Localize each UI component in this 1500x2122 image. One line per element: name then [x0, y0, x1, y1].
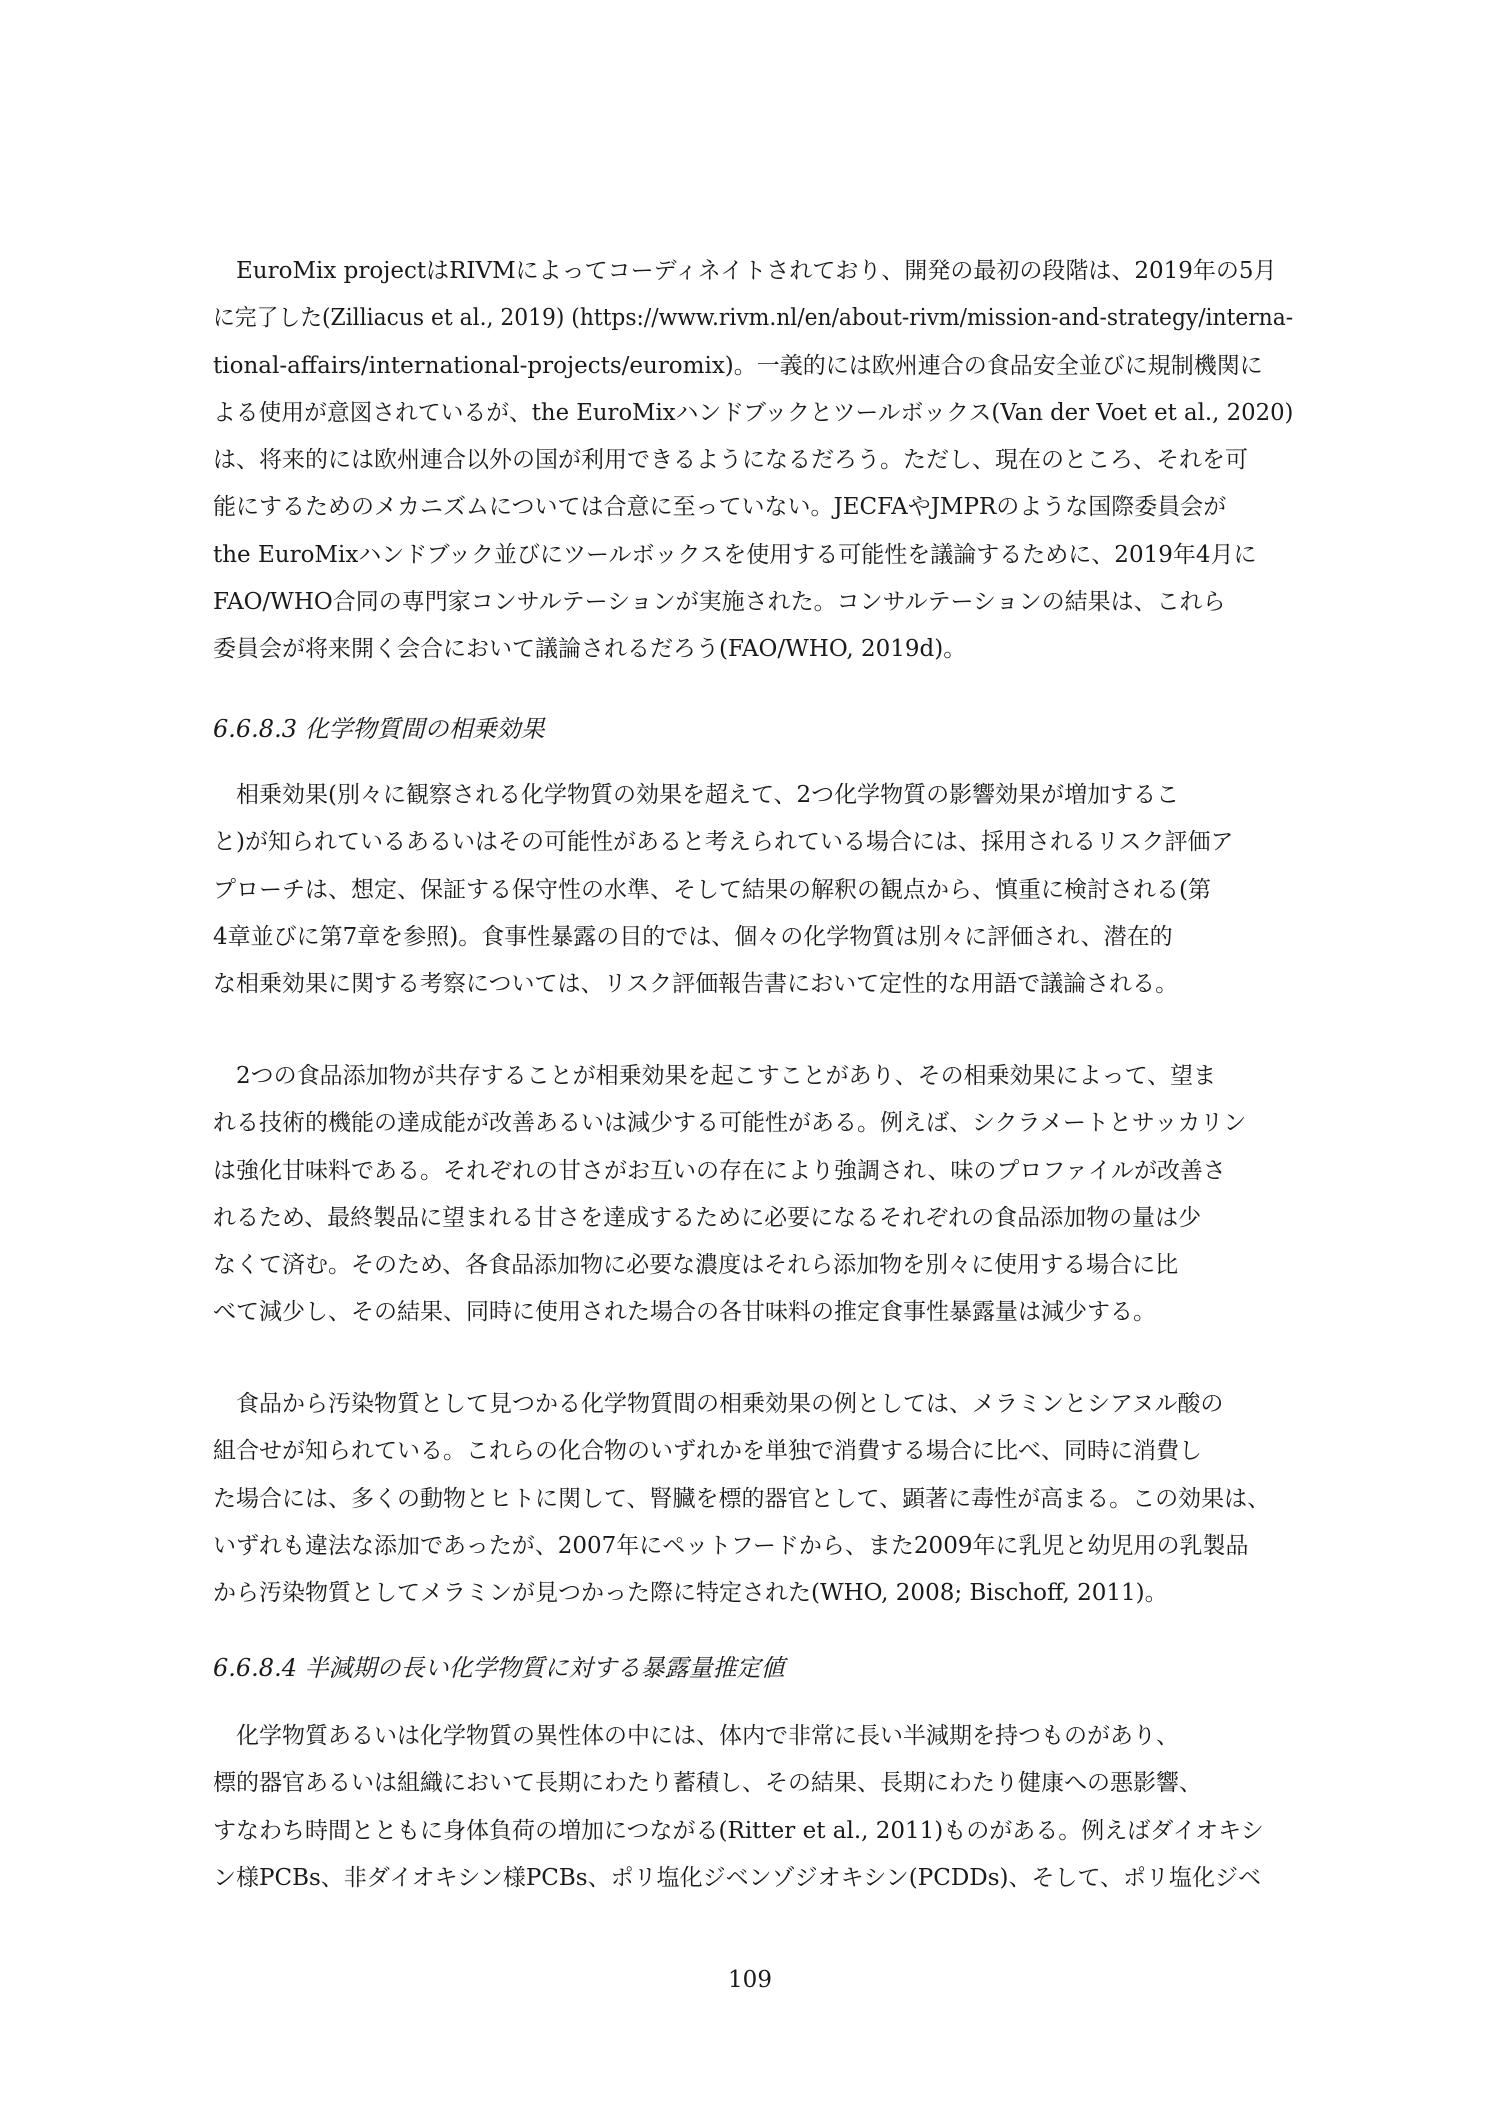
text-line: 組合せが知られている。これらの化合物のいずれかを単独で消費する場合に比べ、同時に消費し [213, 1438, 1202, 1465]
text-line: いずれも違法な添加であったが、2007年にペットフードから、また2009年に乳児と幼児用の乳製品 [213, 1532, 1249, 1559]
paragraph-half-life [213, 1713, 1293, 1902]
text-line: tional-affairs/international-projects/euromix)。一義的には欧州連合の食品安全並びに規制機関に [213, 352, 1263, 379]
text-line: は強化甘味料である。それぞれの甘さがお互いの存在により強調され、味のプロファイルが改善さ [213, 1157, 1226, 1184]
text-line: から汚染物質としてメラミンが見つかった際に特定された(WHO, 2008; Bischoff, 2011)。 [213, 1580, 1168, 1607]
text-line: 標的器官あるいは組織において長期にわたり蓄積し、その結果、長期にわたり健康への悪影響、 [213, 1770, 1202, 1797]
text-line: 相乗効果(別々に観察される化学物質の効果を超えて、2つ化学物質の影響効果が増加するこ [213, 782, 1180, 808]
section-heading-synergy: 6.6.8.3 化学物質間の相乗効果 [213, 715, 545, 743]
text-line: 2つの食品添加物が共存することが相乗効果を起こすことがあり、その相乗効果によって、望ま [213, 1063, 1217, 1089]
text-line: と)が知られているあるいはその可能性があると考えられている場合には、採用されるリスク評価ア [213, 829, 1234, 856]
text-line: れる技術的機能の達成能が改善あるいは減少する可能性がある。例えば、シクラメートとサッカリン [213, 1110, 1247, 1137]
section-heading-half-life: 6.6.8.4 半減期の長い化学物質に対する暴露量推定値 [213, 1654, 785, 1682]
text-line: べて減少し、その結果、同時に使用された場合の各甘味料の推定食事性暴露量は減少する。 [213, 1299, 1156, 1326]
text-line: 4章並びに第7章を参照)。食事性暴露の目的では、個々の化学物質は別々に評価され、潜在的 [213, 923, 1173, 950]
text-line: 能にするためのメカニズムについては合意に至っていない。JECFAやJMPRのような国際委員会が [213, 494, 1227, 521]
text-line: は、将来的には欧州連合以外の国が利用できるようになるだろう。ただし、現在のところ、それを可 [213, 447, 1248, 474]
text-line: EuroMix projectはRIVMによってコーディネイトされており、開発の最初の段階は、2019年の5月 [213, 258, 1277, 284]
text-line: た場合には、多くの動物とヒトに関して、腎臓を標的器官として、顕著に毒性が高まる。この効果は、 [213, 1485, 1271, 1512]
text-line: よる使用が意図されているが、the EuroMixハンドブックとツールボックス(Van der Voet et al., 2020) [213, 399, 1294, 426]
text-line: 委員会が将来開く会合において議論されるだろう(FAO/WHO, 2019d)。 [213, 636, 967, 663]
text-line: ン様PCBs、非ダイオキシン様PCBs、ポリ塩化ジベンゾジオキシン(PCDDs)、そして、ポリ塩化ジベ [213, 1864, 1262, 1891]
text-line: 食品から汚染物質として見つかる化学物質間の相乗効果の例としては、メラミンとシアヌル酸の [213, 1391, 1224, 1417]
text-line: な相乗効果に関する考察については、リスク評価報告書において定性的な用語で議論される。 [213, 971, 1179, 998]
paragraph-euromix [213, 248, 1293, 674]
text-line: プローチは、想定、保証する保守性の水準、そして結果の解釈の観点から、慎重に検討される(第 [213, 876, 1211, 903]
text-line: に完了した(Zilliacus et al., 2019) (https://www.rivm.nl/en/about-rivm/mission-and-strategy/interna- [213, 305, 1294, 332]
text-line: れるため、最終製品に望まれる甘さを達成するために必要になるそれぞれの食品添加物の量は少 [213, 1204, 1202, 1231]
page-number: 109 [728, 1967, 772, 1993]
text-line: FAO/WHO合同の専門家コンサルテーションが実施された。コンサルテーションの結果は、これら [213, 589, 1226, 616]
text-line: 化学物質あるいは化学物質の異性体の中には、体内で非常に長い半減期を持つものがあり、 [213, 1723, 1179, 1749]
paragraph-food-additives [213, 1053, 1293, 1337]
paragraph-melamine [213, 1381, 1293, 1617]
text-line: なくて済む。そのため、各食品添加物に必要な濃度はそれら添加物を別々に使用する場合に比 [213, 1252, 1179, 1279]
text-line: the EuroMixハンドブック並びにツールボックスを使用する可能性を議論するために、2019年4月に [213, 541, 1257, 568]
text-line: すなわち時間とともに身体負荷の増加につながる(Ritter et al., 2011)ものがある。例えばダイオキシ [213, 1817, 1264, 1844]
paragraph-synergy-approach [213, 772, 1293, 1008]
